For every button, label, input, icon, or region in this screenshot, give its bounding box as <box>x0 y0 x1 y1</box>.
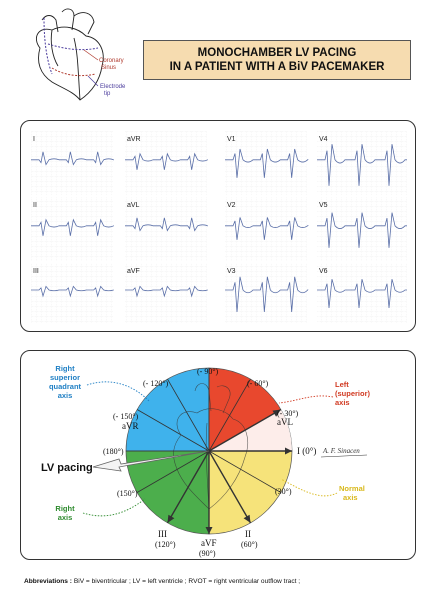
lead-ii: II <box>245 529 251 539</box>
callout-right-superior-3: quadrant <box>48 382 82 391</box>
ecg-panel <box>20 120 416 332</box>
angle-180: (180°) <box>103 447 124 456</box>
lv-pacing-label: LV pacing <box>41 462 93 474</box>
angle-minus60: (- 60°) <box>247 379 269 388</box>
leader-right-superior <box>87 382 149 401</box>
callout-normal-1: Normal <box>339 484 365 493</box>
coronary-sinus-label-1: Coronary <box>99 58 124 64</box>
angle-90: (90°) <box>199 549 216 558</box>
lead-avl: aVL <box>277 417 293 427</box>
ecg-lead-label-v4: V4 <box>319 136 328 143</box>
ecg-lead-label-v5: V5 <box>319 202 328 209</box>
ecg-lead-label-avf: aVF <box>127 268 140 275</box>
title-box <box>143 40 411 80</box>
axis-panel <box>20 350 416 560</box>
callout-right-2: axis <box>57 513 73 522</box>
callout-right-superior-4: axis <box>57 391 73 400</box>
lead-i-0: I (0°) <box>297 446 317 456</box>
callout-right-superior-1: Right <box>55 364 75 373</box>
callout-left-superior-1: Left <box>335 380 349 389</box>
abbreviations-footer <box>24 578 424 590</box>
electrode-tip-label-1: Electrode <box>100 84 126 90</box>
angle-120: (120°) <box>155 540 176 549</box>
ecg-lead-label-iii: III <box>33 268 39 275</box>
signature-underline <box>321 455 367 457</box>
angle-minus150: (- 150°) <box>113 412 139 421</box>
callout-left-superior-2: (superior) <box>335 389 371 398</box>
lead-avr: aVR <box>122 421 139 431</box>
ecg-lead-label-v1: V1 <box>227 136 236 143</box>
angle-minus90: (- 90°) <box>197 367 219 376</box>
angle-minus30: (- 30°) <box>277 409 299 418</box>
lead-avf: aVF <box>201 538 217 548</box>
ecg-tracings <box>21 121 416 332</box>
callout-normal-2: axis <box>343 493 358 502</box>
callout-left-superior-3: axis <box>335 398 350 407</box>
ecg-lead-label-v3: V3 <box>227 268 236 275</box>
angle-60: (60°) <box>241 540 258 549</box>
callout-right-superior-2: superior <box>49 373 81 382</box>
angle-minus120: (- 120°) <box>143 379 169 388</box>
ecg-lead-label-v2: V2 <box>227 202 236 209</box>
ecg-lead-label-avr: aVR <box>127 136 141 143</box>
electrode-tip-label-2: tip <box>104 91 111 97</box>
title-line-2: IN A PATIENT WITH A BiV PACEMAKER <box>169 61 385 73</box>
abbreviations-label: Abbreviations : <box>24 578 72 585</box>
ecg-lead-label-avl: aVL <box>127 202 140 209</box>
lead-iii: III <box>158 529 167 539</box>
hexaxial-diagram <box>21 351 416 560</box>
heart-sketch <box>22 8 142 108</box>
callout-right-1: Right <box>55 504 75 513</box>
title-line-1: MONOCHAMBER LV PACING <box>197 47 357 59</box>
angle-30: (30°) <box>275 487 292 496</box>
signature: A. F. Sinacen <box>323 447 360 455</box>
ecg-grid-cell <box>31 263 113 323</box>
coronary-sinus-label-2: Sinus <box>101 65 117 71</box>
leader-left-superior <box>279 396 333 403</box>
ecg-lead-label-i: I <box>33 136 35 143</box>
leader-right <box>83 499 145 516</box>
abbreviations-text: BiV = biventricular ; LV = left ventricle ; RVOT = right ventricular outflow tract ; <box>73 578 301 585</box>
ecg-lead-label-v6: V6 <box>319 268 328 275</box>
ecg-lead-label-ii: II <box>33 202 37 209</box>
angle-150: (150°) <box>117 489 138 498</box>
